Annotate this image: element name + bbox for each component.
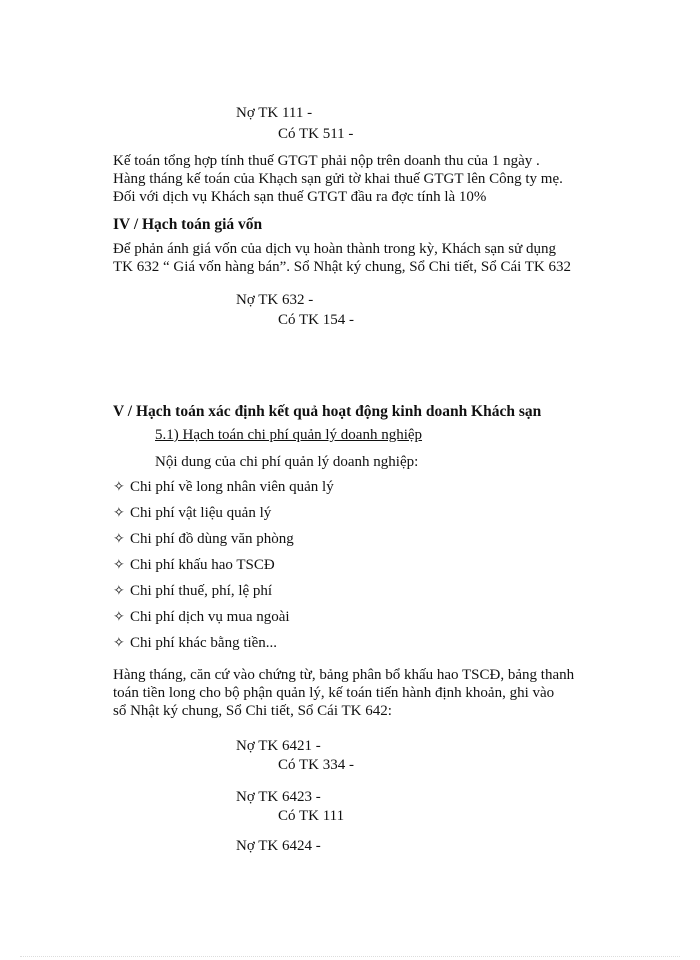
section-5-heading: V / Hạch toán xác định kết quả hoạt động kinh doanh Khách sạn: [113, 403, 542, 420]
sparkle-bullet-icon: ✧: [113, 506, 125, 521]
bullet-text: Chi phí vật liệu quản lý: [130, 505, 272, 521]
sparkle-bullet-icon: ✧: [113, 610, 125, 625]
bullet-item: [113, 556, 275, 575]
sparkle-bullet-icon: ✧: [113, 558, 125, 573]
bullet-text: Chi phí khác bằng tiền...: [130, 635, 278, 651]
entry-debit-6421: Nợ TK 6421 -: [236, 738, 321, 754]
entry-credit-334: Có TK 334 -: [278, 757, 354, 773]
entry-debit-6424: Nợ TK 6424 -: [236, 838, 321, 854]
section-5-para-line-1: Hàng tháng, căn cứ vào chứng từ, bảng phân bổ khấu hao TSCĐ, bảng thanh: [113, 667, 575, 683]
sparkle-bullet-icon: ✧: [113, 480, 125, 495]
sparkle-bullet-icon: ✧: [113, 532, 125, 547]
bullet-item: [113, 504, 271, 523]
bullet-item: [113, 634, 277, 653]
entry-credit-111: Có TK 111: [278, 808, 345, 824]
entry-debit-111: Nợ TK 111 -: [236, 105, 313, 121]
section-4-line-1: Để phản ánh giá vốn của dịch vụ hoàn thành trong kỳ, Khách sạn sử dụng: [113, 241, 557, 257]
entry-debit-6423: Nợ TK 6423 -: [236, 789, 321, 805]
entry-debit-632: Nợ TK 632 -: [236, 292, 314, 308]
section-5-para-line-2: toán tiền long cho bộ phận quản lý, kế toán tiến hành định khoản, ghi vào: [113, 685, 555, 701]
section-5-intro: Nội dung của chi phí quản lý doanh nghiệp:: [155, 454, 419, 470]
para1-line-2: Hàng tháng kế toán của Khạch sạn gửi tờ khai thuế GTGT lên Công ty mẹ.: [113, 171, 563, 187]
sparkle-bullet-icon: ✧: [113, 584, 125, 599]
section-4-heading: IV / Hạch toán giá vốn: [113, 216, 263, 233]
bullet-text: Chi phí dịch vụ mua ngoài: [130, 609, 290, 625]
entry-credit-154: Có TK 154 -: [278, 312, 354, 328]
bullet-text: Chi phí thuế, phí, lệ phí: [130, 583, 273, 599]
bullet-text: Chi phí đồ dùng văn phòng: [130, 531, 294, 547]
sparkle-bullet-icon: ✧: [113, 636, 125, 651]
para1-line-1: Kế toán tổng hợp tính thuế GTGT phải nộp trên doanh thu của 1 ngày .: [113, 153, 540, 169]
entry-credit-511: Có TK 511 -: [278, 126, 354, 142]
section-4-line-2: TK 632 “ Giá vốn hàng bán”. Sổ Nhật ký chung, Sổ Chi tiết, Sổ Cái TK 632: [113, 259, 572, 275]
bullet-item: [113, 530, 294, 549]
section-5-subheading: 5.1) Hạch toán chi phí quản lý doanh nghiệp: [155, 427, 423, 443]
bullet-text: Chi phí khấu hao TSCĐ: [130, 557, 275, 573]
bullet-item: [113, 608, 290, 627]
bullet-item: [113, 478, 334, 497]
bullet-item: [113, 582, 272, 601]
section-5-para-line-3: sổ Nhật ký chung, Sổ Chi tiết, Sổ Cái TK 642:: [113, 703, 392, 719]
para1-line-3: Đối với dịch vụ Khách sạn thuế GTGT đầu ra đợc tính là 10%: [113, 189, 487, 205]
page-bottom-divider: [20, 956, 680, 957]
bullet-text: Chi phí về long nhân viên quản lý: [130, 479, 334, 495]
